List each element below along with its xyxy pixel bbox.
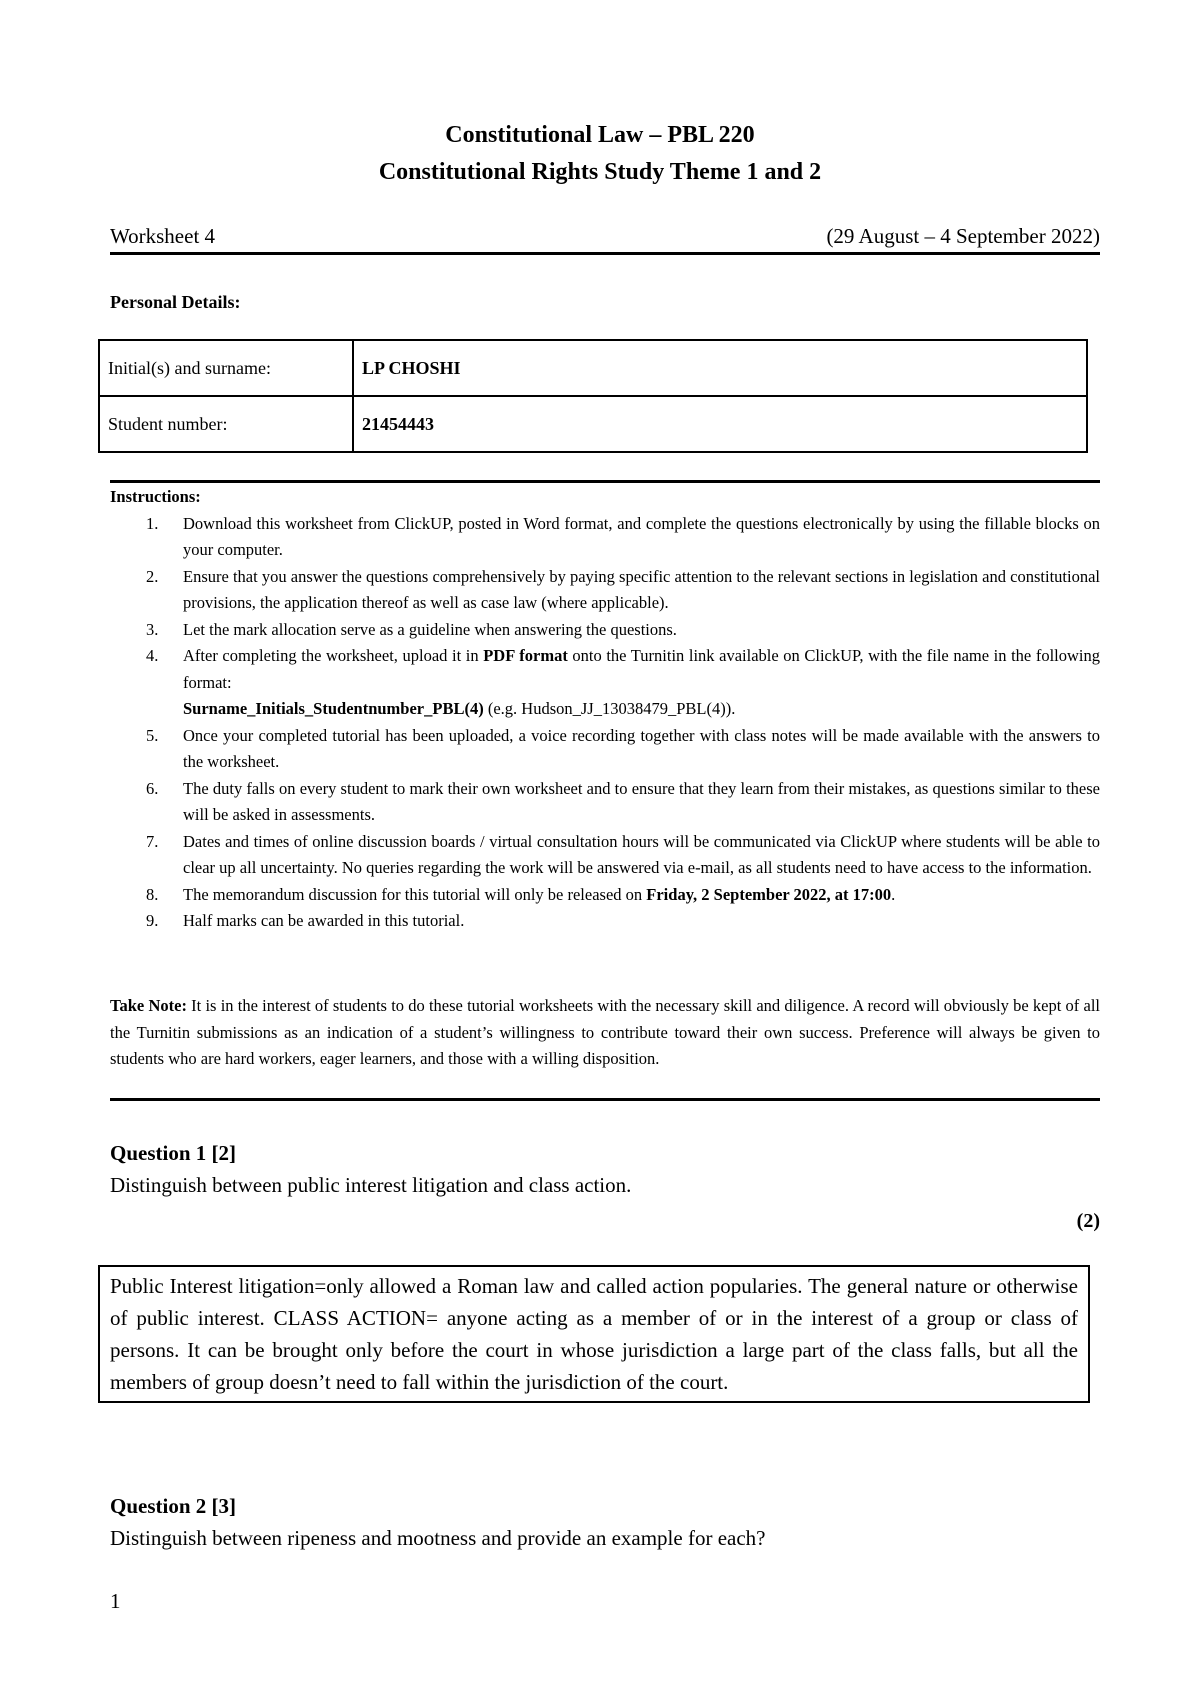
take-note-label: Take Note: xyxy=(110,996,187,1015)
instructions-section xyxy=(110,484,1100,935)
pdf-format-emphasis: PDF format xyxy=(483,646,568,665)
page-number: 1 xyxy=(110,1589,121,1613)
list-item: 4. After completing the worksheet, upload it in PDF format onto the Turnitin link available on ClickUP, with the file name in the following format: Surname_Initials_Studentnumber_PBL(4) (e.g. Hudson_JJ_13038479_PBL(4)). xyxy=(146,646,1101,718)
list-item: 8. The memorandum discussion for this tutorial will only be released on Friday, 2 September 2022, at 17:00. xyxy=(146,884,896,904)
question-1-text: Distinguish between public interest litigation and class action. xyxy=(110,1173,632,1197)
list-item: 9. Half marks can be awarded in this tutorial. xyxy=(146,911,465,930)
list-item: 7. Dates and times of online discussion boards / virtual consultation hours will be communicated via ClickUP where students will be able to clear up all uncertainty. No queries regarding the work will be answered via e-mail, as all students need to have access to the information. xyxy=(146,831,1100,877)
header-divider xyxy=(110,252,1100,255)
name-field[interactable]: LP CHOSHI xyxy=(353,340,1087,396)
question-1-marks: (2) xyxy=(1076,1210,1100,1232)
instructions-divider xyxy=(110,480,1100,483)
name-label: Initial(s) and surname: xyxy=(99,340,353,396)
student-number-field[interactable]: 21454443 xyxy=(353,396,1087,452)
worksheet-row xyxy=(110,222,1100,250)
document-subtitle: Constitutional Rights Study Theme 1 and 2 xyxy=(378,159,822,185)
release-date-emphasis: Friday, 2 September 2022, at 17:00 xyxy=(646,884,892,904)
worksheet-label: Worksheet 4 xyxy=(110,224,216,248)
question-1-answer-box[interactable]: Public Interest litigation=only allowed a Roman law and called action popularies. The general nature or otherwise of public interest. CLASS ACTION= anyone acting as a member of or in the interest of a group or class of persons. It can be brought only before the court in whose jurisdiction a large part of the class falls, but all the members of group doesn’t need to fall within the jurisdiction of the court. xyxy=(98,1265,1090,1403)
list-item: 3. Let the mark allocation serve as a guideline when answering the questions. xyxy=(146,619,677,639)
personal-details-heading: Personal Details: xyxy=(110,292,241,312)
question-1-heading: Question 1 [2] xyxy=(110,1141,236,1165)
question-2-heading: Question 2 [3] xyxy=(110,1494,236,1518)
student-number-label: Student number: xyxy=(99,396,353,452)
table-row xyxy=(99,396,1087,452)
instructions-heading: Instructions: xyxy=(110,487,201,506)
list-item: 1. Download this worksheet from ClickUP, posted in Word format, and complete the questions electronically by using the fillable blocks on your computer. xyxy=(146,513,1100,559)
list-item: 6. The duty falls on every student to mark their own worksheet and to ensure that they learn from their mistakes, as questions similar to these will be asked in assessments. xyxy=(146,778,1100,824)
question-2-text: Distinguish between ripeness and mootness and provide an example for each? xyxy=(110,1526,766,1550)
document-title: Constitutional Law – PBL 220 xyxy=(445,122,755,148)
take-note-paragraph: Take Note: It is in the interest of students to do these tutorial worksheets with the necessary skill and diligence. A record will obviously be kept of all the Turnitin submissions as an indication of a student’s willingness to contribute toward their own success. Preference will always be given to students who are hard workers, eager learners, and those with a willing disposition. xyxy=(110,996,1100,1068)
list-item: 5. Once your completed tutorial has been uploaded, a voice recording together with class notes will be made available with the answers to the worksheet. xyxy=(146,725,1100,771)
filename-format: Surname_Initials_Studentnumber_PBL(4) xyxy=(183,699,484,718)
instructions-list xyxy=(110,511,1100,935)
take-note-divider xyxy=(110,1098,1100,1101)
personal-details-table xyxy=(98,339,1088,453)
worksheet-dates: (29 August – 4 September 2022) xyxy=(826,224,1100,248)
list-item: 2. Ensure that you answer the questions comprehensively by paying specific attention to the relevant sections in legislation and constitutional provisions, the application thereof as well as case law (where applicable). xyxy=(146,566,1100,612)
table-row xyxy=(99,340,1087,396)
